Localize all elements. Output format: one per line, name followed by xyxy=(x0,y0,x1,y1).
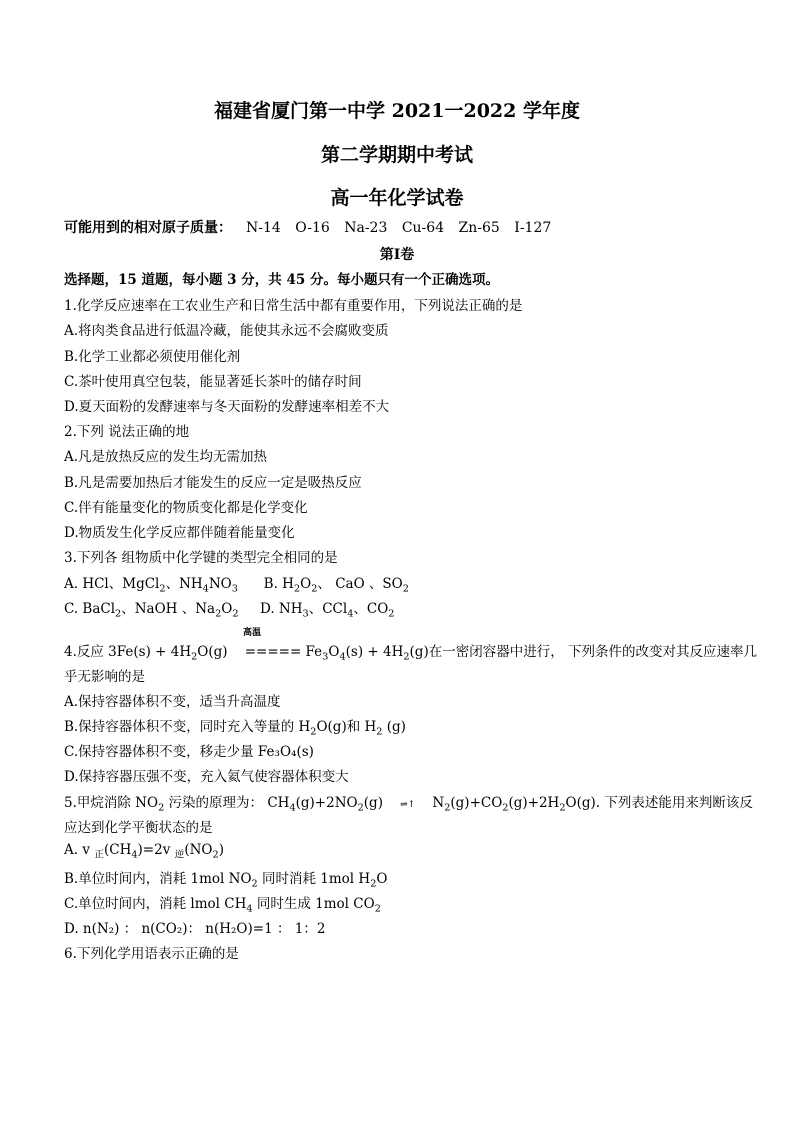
q4-option-a: A.保持容器体积不变，适当升高温度 xyxy=(64,694,281,710)
title-school-year: 福建省厦门第一中学 2021一2022 学年度 xyxy=(214,100,580,122)
q5-option-b: B.单位时间内，消耗 1mol $NO_2$ 同时消耗 1mol $H_2O$ xyxy=(64,871,388,890)
q6-stem: 6.下列化学用语表示正确的是 xyxy=(64,946,239,962)
q1-option-a: A.将肉类食品进行低温冷藏，能使其永远不会腐败变质 xyxy=(64,323,389,339)
atomic-masses-values: N-14 O-16 Na-23 Cu-64 Zn-65 I-127 xyxy=(246,220,552,236)
q2-stem: 2.下列 说法正确的地 xyxy=(64,424,190,440)
reaction-condition-label: 高温 xyxy=(243,628,262,638)
volume-heading: 第Ⅰ卷 xyxy=(379,247,415,263)
q5-stem-cont: 应达到化学平衡状态的是 xyxy=(64,820,213,836)
atomic-masses xyxy=(64,217,551,237)
q2-option-c: C.伴有能量变化的物质变化都是化学变化 xyxy=(64,500,308,516)
q2-option-d: D.物质发生化学反应都伴随着能量变化 xyxy=(64,525,295,541)
q1-option-c: C.茶叶使用真空包装，能显著延长茶叶的储存时间 xyxy=(64,374,362,390)
q1-stem: 1.化学反应速率在工农业生产和日常生活中都有重要作用，下列说法正确的是 xyxy=(64,298,523,314)
section-instructions: 选择题，15 道题，每小题 3 分，共 45 分。每小题只有一个正确选项。 xyxy=(64,272,499,288)
q4-option-b: B.保持容器体积不变，同时充入等量的 $H_2O(g)$和 $H_2$ (g) xyxy=(64,719,406,738)
q5-option-a: A. v $_正(CH_4)=2v$ $_逆(NO_2)$ xyxy=(64,842,224,861)
q1-option-d: D.夏天面粉的发酵速率与冬天面粉的发酵速率相差不大 xyxy=(64,399,390,415)
atomic-masses-label: 可能用到的相对原子质量： xyxy=(64,220,232,236)
q3-options-cd: C. BaCl$_2$、NaOH 、$Na_2O_2$ D. $NH_3$、CCl$_4$、$CO_2$ xyxy=(64,601,395,620)
q5-option-c: C.单位时间内，消耗 lmol $CH_4$ 同时生成 1mol $CO_2$ xyxy=(64,896,381,915)
q1-option-b: B.化学工业都必须使用催化剂 xyxy=(64,349,241,365)
q5-option-d: D. n(N₂) ： n(CO₂)： n(H₂O)=1 ： 1：2 xyxy=(64,921,326,937)
q4-stem-cont: 乎无影响的是 xyxy=(64,669,145,685)
q3-options-ab: A. HCl、MgCl$_2$、$NH_4NO_3$ B. $H_2O_2$、 CaO 、$SO_2$ xyxy=(64,576,409,595)
q4-option-d: D.保持容器压强不变，充入氦气使容器体积变大 xyxy=(64,769,349,785)
equilibrium-arrow-icon: ⇌↑ xyxy=(400,800,416,810)
title-subject: 高一年化学试卷 xyxy=(330,187,464,209)
title-exam-name: 第二学期期中考试 xyxy=(320,144,473,166)
q3-stem: 3.下列各 组物质中化学键的类型完全相同的是 xyxy=(64,550,338,566)
q4-option-c: C.保持容器体积不变，移走少量 Fe₃O₄(s) xyxy=(64,744,314,760)
q2-option-a: A.凡是放热反应的发生均无需加热 xyxy=(64,449,268,465)
q5-stem: 5.甲烷消除 $NO_2$ 污染的原理为： $CH_4(g)+2NO_2(g)$ ⇌↑ $N_2(g)+CO_2(g)+2H_2O(g)$. 下列表述能用来判断该反 xyxy=(64,795,753,814)
q2-option-b: B.凡是需要加热后才能发生的反应一定是吸热反应 xyxy=(64,475,362,491)
q4-stem: 4.反应 $3Fe(s) + 4H_2O(g)$ ===== $Fe_3O_4(s) + 4H_2(g)$在一密闭容器中进行， 下列条件的改变对其反应速率几 xyxy=(64,644,757,663)
